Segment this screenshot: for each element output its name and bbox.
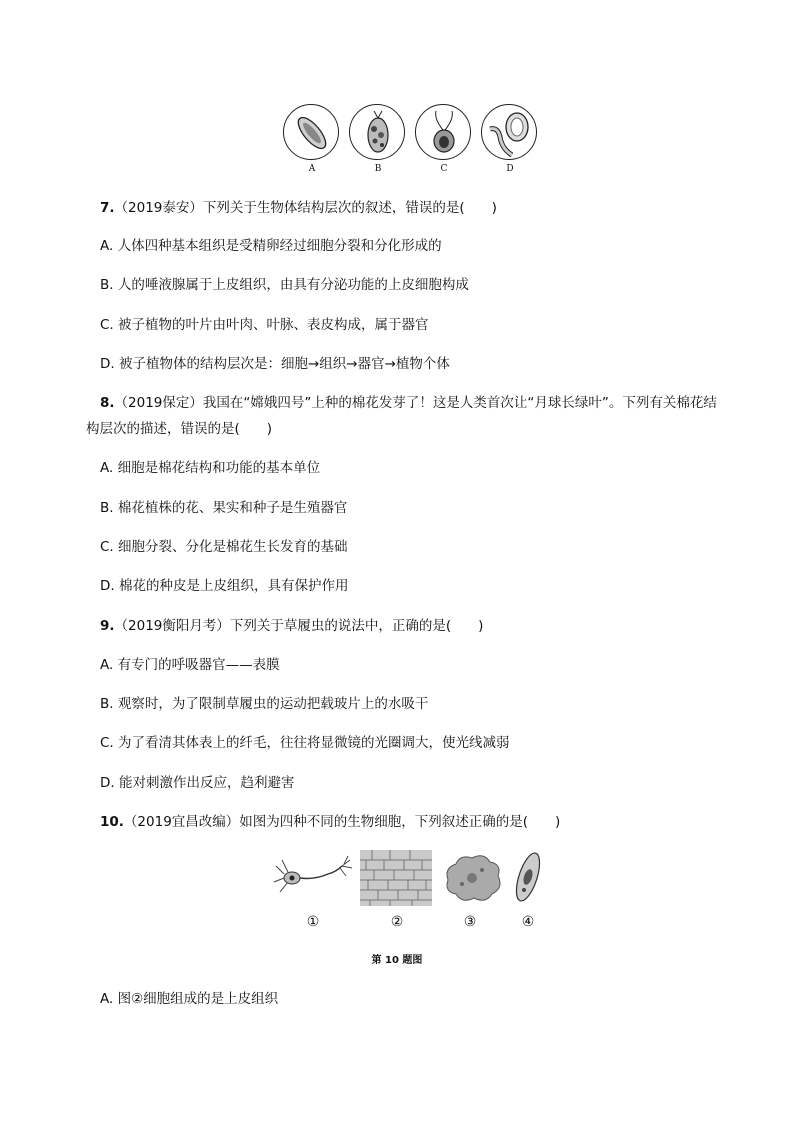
paramecium-cell-image <box>512 848 544 906</box>
question-9-option-d: D. 能对刺激作出反应，趋利避害 <box>100 775 295 791</box>
figure-label-3: ③ <box>463 914 477 930</box>
question-9-text: （2019衡阳月考）下列关于草履虫的说法中，正确的是( ) <box>114 618 484 634</box>
question-7-option-a: A. 人体四种基本组织是受精卵经过细胞分裂和分化形成的 <box>100 238 442 254</box>
question-7-number: 7. <box>100 200 115 216</box>
figure-label-a: A <box>308 164 316 174</box>
question-8-number: 8. <box>100 395 115 411</box>
question-8-option-b: B. 棉花植株的花、果实和种子是生殖器官 <box>100 500 348 516</box>
figure-label-d: D <box>506 164 514 174</box>
organism-c-image <box>415 104 471 160</box>
figure-label-b: B <box>374 164 382 174</box>
question-10-figure-caption: 第 10 题图 <box>371 955 423 966</box>
question-9-number: 9. <box>100 618 115 634</box>
question-10-option-a: A. 图②细胞组成的是上皮组织 <box>100 991 279 1007</box>
organism-b-image <box>349 104 405 160</box>
question-7-option-d: D. 被子植物体的结构层次是：细胞→组织→器官→植物个体 <box>100 356 450 372</box>
question-8-stem <box>100 393 717 413</box>
question-9-option-b: B. 观察时，为了限制草履虫的运动把载玻片上的水吸干 <box>100 696 429 712</box>
figure-label-c: C <box>440 164 448 174</box>
figure-label-2: ② <box>390 914 404 930</box>
question-8-option-a: A. 细胞是棉花结构和功能的基本单位 <box>100 460 321 476</box>
figure-label-1: ① <box>306 914 320 930</box>
question-9-stem <box>100 616 483 636</box>
organism-d-image <box>481 104 537 160</box>
question-7-option-c: C. 被子植物的叶片由叶肉、叶脉、表皮构成，属于器官 <box>100 317 429 333</box>
question-8-text-line2: 构层次的描述，错误的是( ) <box>86 421 273 437</box>
figure-label-4: ④ <box>521 914 535 930</box>
question-8-option-d: D. 棉花的种皮是上皮组织，具有保护作用 <box>100 578 349 594</box>
question-7-text: （2019泰安）下列关于生物体结构层次的叙述，错误的是( ) <box>114 200 497 216</box>
question-7-option-b: B. 人的唾液腺属于上皮组织，由具有分泌功能的上皮细胞构成 <box>100 277 469 293</box>
irregular-cell-image <box>438 850 508 906</box>
question-10-text: （2019宜昌改编）如图为四种不同的生物细胞，下列叙述正确的是( ) <box>123 814 561 830</box>
question-10-number: 10. <box>100 814 124 830</box>
neuron-cell-image <box>270 852 356 902</box>
question-8-text-line1: （2019保定）我国在“嫦娥四号”上种的棉花发芽了！这是人类首次让“月球长绿叶”。下列有关棉花结 <box>114 395 717 411</box>
question-8-option-c: C. 细胞分裂、分化是棉花生长发育的基础 <box>100 539 348 555</box>
question-9-option-c: C. 为了看清其体表上的纤毛，往往将显微镜的光圈调大，使光线减弱 <box>100 735 510 751</box>
question-10-stem <box>100 812 560 832</box>
epidermis-cells-image <box>360 850 432 906</box>
question-7-stem <box>100 198 497 218</box>
organism-a-image <box>283 104 339 160</box>
question-9-option-a: A. 有专门的呼吸器官——表膜 <box>100 657 280 673</box>
